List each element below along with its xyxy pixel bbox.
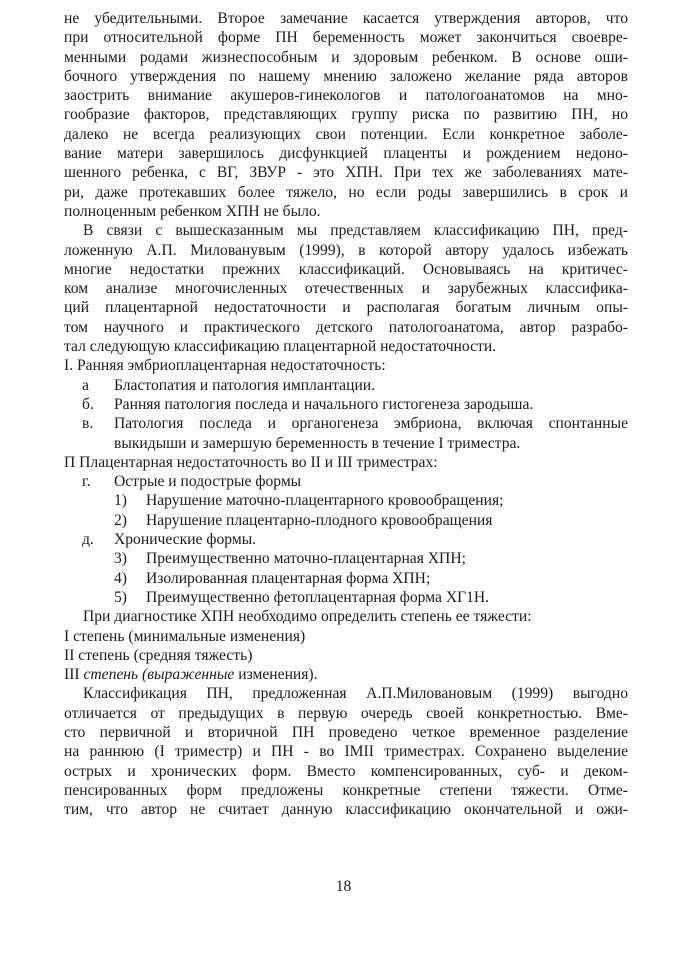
text-line: при относительной форме ПН беременность может закончиться своевре-	[64, 29, 628, 47]
item-text: Изолированная плацентарная форма ХПН;	[146, 569, 431, 587]
item-marker: д.	[82, 531, 94, 549]
item-marker: 5)	[114, 588, 127, 606]
text-line: шенного ребенка, с ВГ, ЗВУР - это ХПН. При тех же заболеваниях мате-	[64, 164, 628, 182]
text-line: бочного утверждения по нашему мнению заложено желание ряда авторов	[64, 67, 628, 85]
item-text: Преимущественно маточно-плацентарная ХПН;	[146, 550, 466, 568]
item-marker: 4)	[114, 569, 127, 587]
text-line: вание матери завершилось дисфункцией плаценты и рождением недоно-	[64, 145, 628, 163]
item-marker: а	[82, 376, 89, 394]
text-line: тим, что автор не считает данную классификацию окончательной и ожи-	[64, 801, 628, 819]
severity-level	[64, 665, 628, 684]
classification-item	[64, 569, 628, 588]
text-line: сто первичной и вторичной ПН проведено четкое временное разделение	[64, 723, 628, 741]
classification-subgroup	[64, 472, 628, 491]
text-line: полноценным ребенком ХПН не было.	[64, 202, 321, 220]
text-line: многие недостатки прежних классификаций. Основываясь на критичес-	[64, 260, 628, 278]
text-line: ком анализе многочисленных отечественных и зарубежных классифика-	[64, 280, 628, 298]
severity-prefix: III	[64, 666, 84, 684]
severity-level: I степень (минимальные изменения)	[64, 627, 306, 645]
severity-intro: При диагностике ХПН необходимо определить степень ее тяжести:	[83, 608, 532, 626]
text-line: не убедительными. Второе замечание касается утверждения авторов, что	[64, 10, 628, 27]
item-text: Нарушение плацентарно-плодного кровообращения	[146, 511, 493, 529]
classification-item	[64, 511, 628, 530]
text-line: на раннюю (I триместр) и ПН - во IMII триместрах. Сохранено выделение	[64, 743, 628, 761]
text-line: менными родами жизнеспособным и здоровым ребенком. В основе оши-	[64, 48, 628, 66]
item-text: Хронические формы.	[114, 531, 257, 549]
text-line: далеко не всегда реализующих свои потенции. Если конкретное заболе-	[64, 125, 628, 143]
item-marker: в.	[82, 415, 94, 433]
text-line: ри, даже протекавших более тяжело, но если роды завершились в срок и	[64, 183, 628, 201]
text-line: острых и хронических форм. Вместо компенсированных, суб- и деком-	[64, 762, 628, 780]
text-line: В связи с вышесказанным мы представляем классификацию ПН, пред-	[83, 222, 628, 240]
item-marker: г.	[82, 473, 91, 491]
item-text: Бластопатия и патология имплантации.	[114, 376, 376, 394]
item-text: Нарушение маточно-плацентарного кровообращения;	[146, 492, 504, 510]
text-line: Классификация ПН, предложенная А.П.Миловановым (1999) выгодно	[83, 685, 628, 703]
classification-item-continuation: выкидыши и замершую беременность в течение I триместра.	[114, 434, 521, 452]
classification-group-title: I. Ранняя эмбриоплацентарная недостаточность:	[64, 357, 386, 375]
page-number: 18	[335, 878, 352, 895]
text-line: гообразие факторов, представляющих группу риска по развитию ПН, но	[64, 106, 628, 124]
text-line: ложенную А.П. Милованувым (1999), в которой автору удалось избежать	[64, 241, 628, 259]
page-text	[64, 9, 628, 819]
severity-suffix: изменения).	[234, 666, 318, 684]
severity-italic: степень (выраженные	[83, 666, 235, 684]
item-marker: б.	[82, 395, 94, 413]
classification-item	[64, 376, 628, 395]
text-line: ций плацентарной недостаточности и располагая богатым личным опы-	[64, 299, 628, 317]
item-text: Ранняя патология последа и начального гистогенеза зародыша.	[114, 395, 534, 413]
classification-item	[64, 491, 628, 510]
classification-item	[64, 588, 628, 607]
text-line: заострить внимание акушеров-гинекологов и патологоанатомов на мно-	[64, 87, 628, 105]
classification-group-title: П Плацентарная недостаточность во II и III триместрах:	[64, 453, 438, 471]
item-text: Преимущественно фетоплацентарная форма ХГ1Н.	[146, 588, 490, 606]
text-line: отличается от предыдущих в первую очередь своей конкретностью. Вме-	[64, 704, 628, 722]
text-line: том научного и практического детского патологоанатома, автор разрабо-	[64, 318, 628, 336]
severity-level: II степень (средняя тяжесть)	[64, 646, 253, 664]
text-line: тал следующую классификацию плацентарной недостаточности.	[64, 338, 497, 356]
item-marker: 1)	[114, 492, 127, 510]
classification-subgroup	[64, 530, 628, 549]
item-marker: 2)	[114, 511, 127, 529]
item-text: Острые и подострые формы	[114, 473, 302, 491]
classification-item	[64, 414, 628, 433]
classification-item	[64, 549, 628, 568]
classification-item	[64, 395, 628, 414]
text-line: пенсированных форм предложены конкретные степени тяжести. Отме-	[64, 781, 628, 799]
item-marker: 3)	[114, 550, 127, 568]
item-text: Патология последа и органогенеза эмбриона, включая спонтанные	[114, 415, 628, 433]
